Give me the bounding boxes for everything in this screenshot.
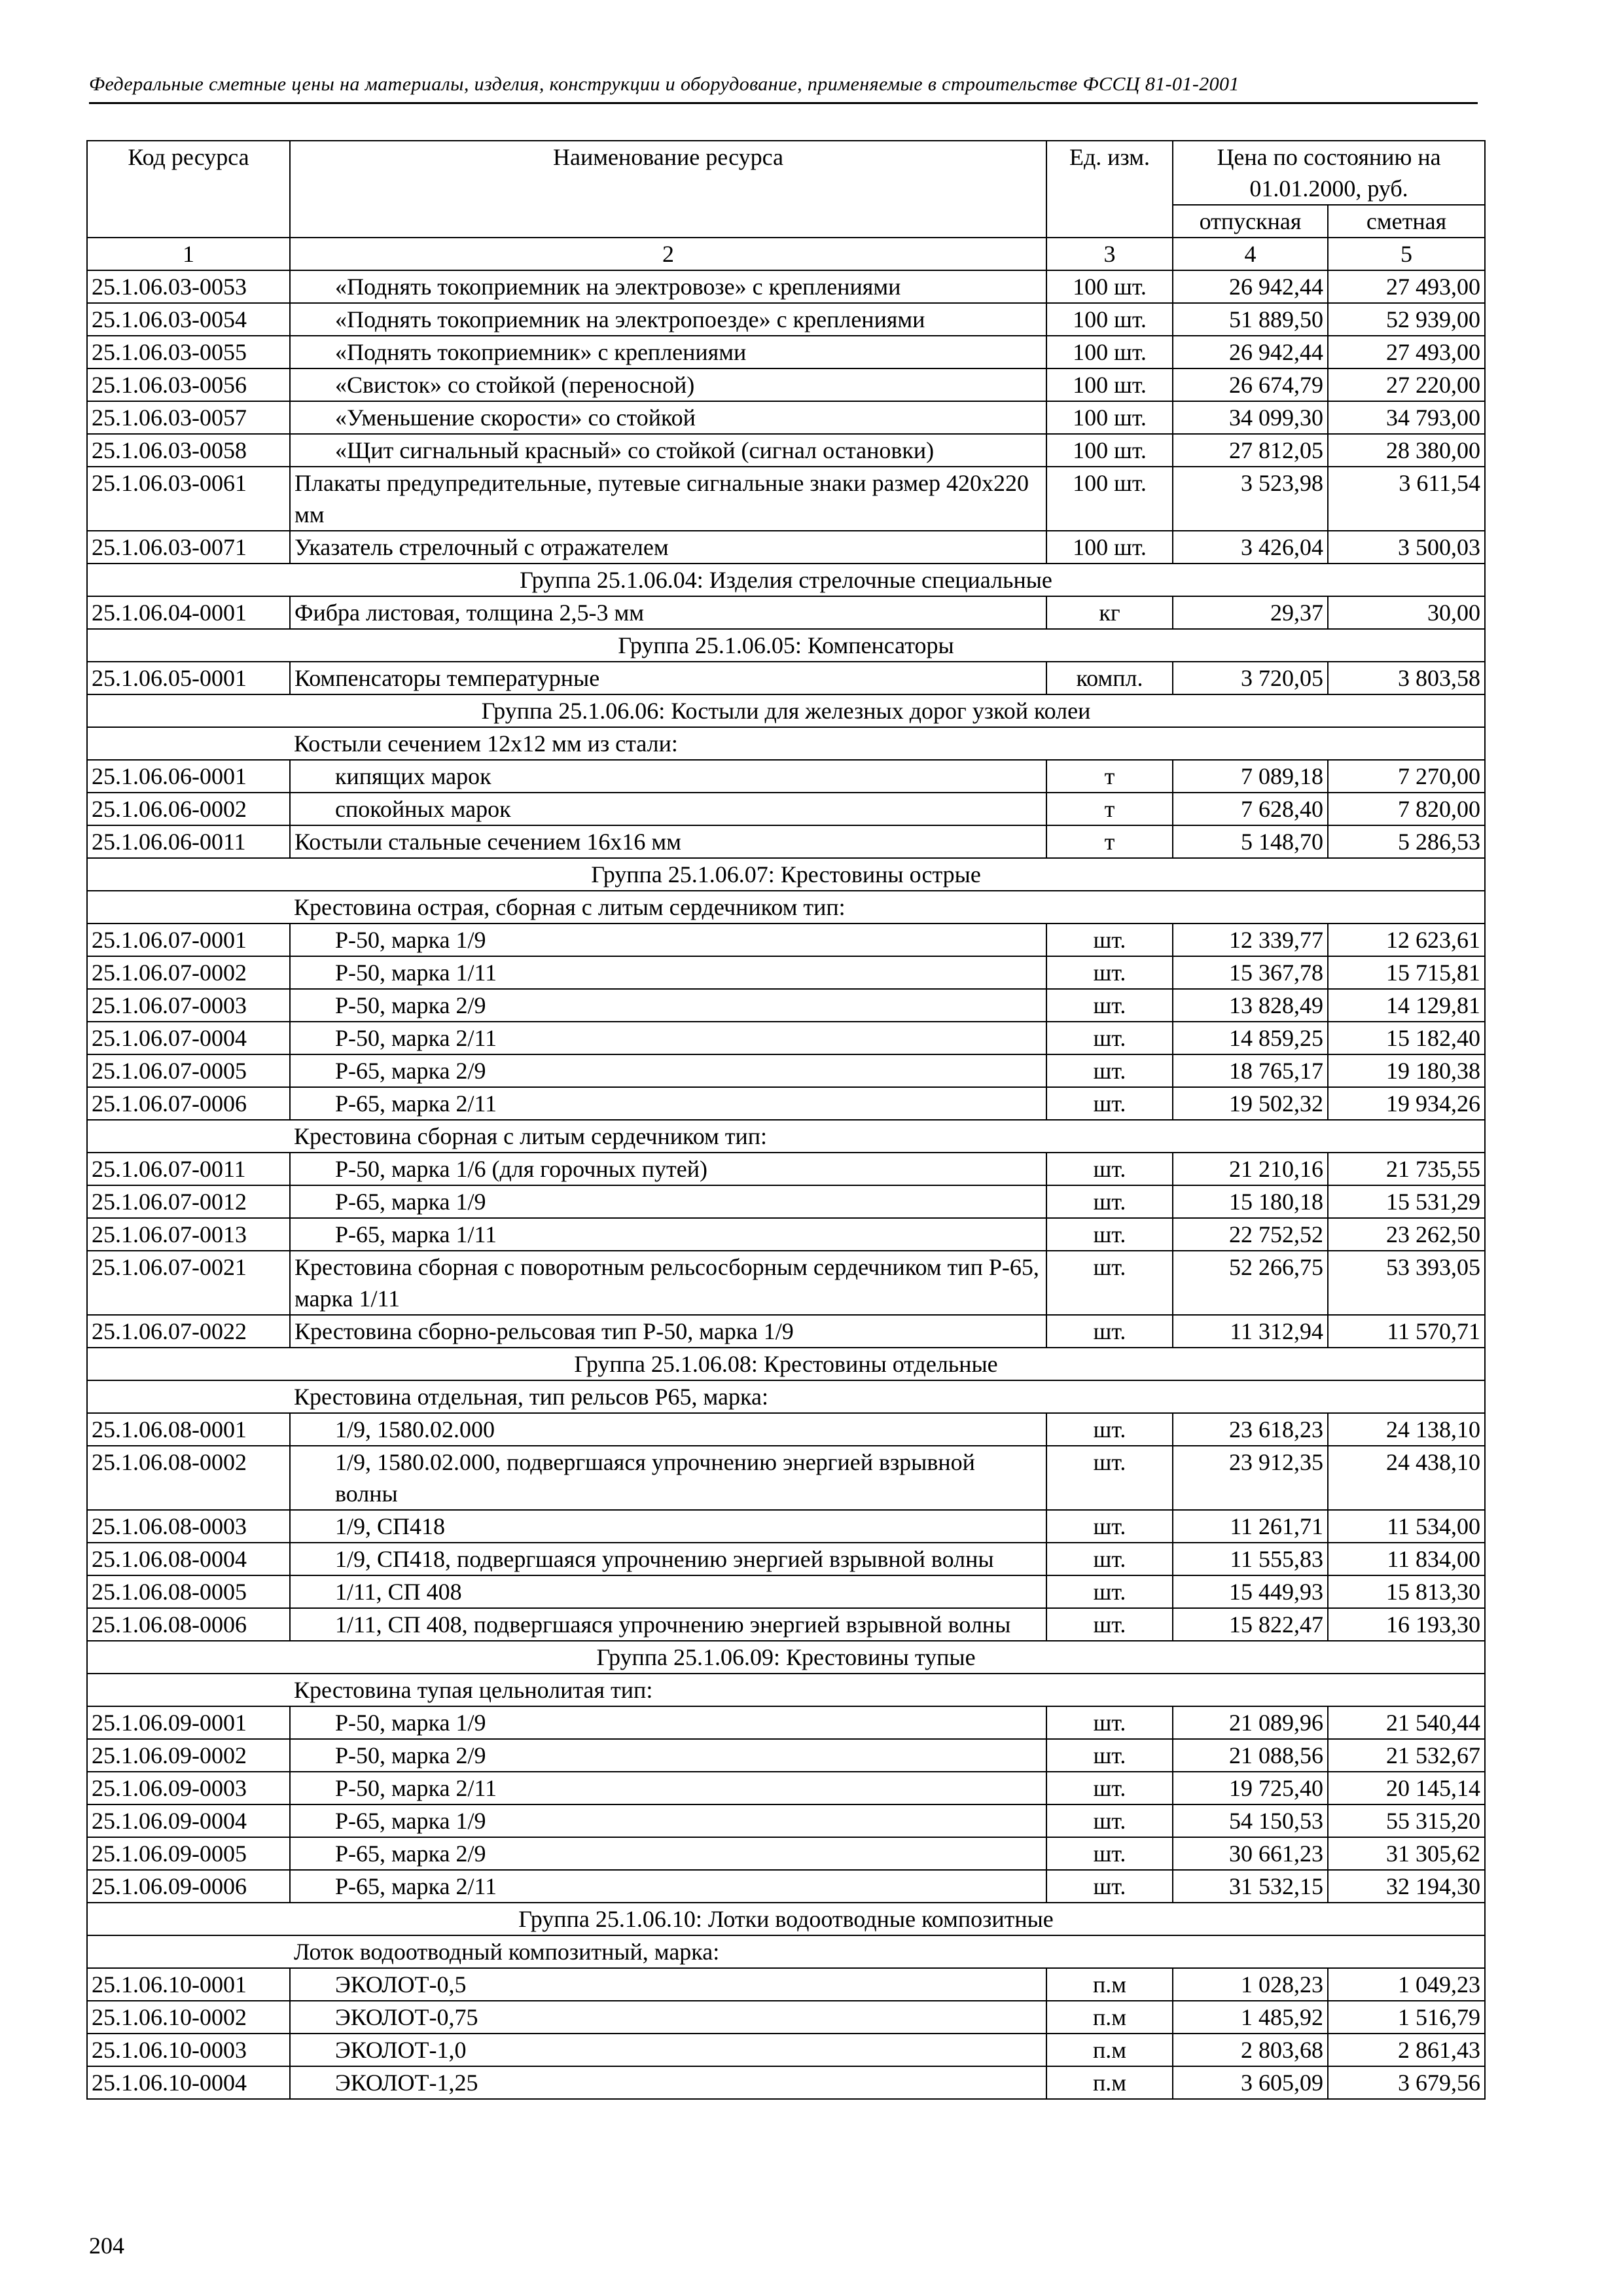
table-row [87, 662, 1485, 694]
estimate-price: 5 286,53 [1328, 825, 1485, 858]
table-row [87, 368, 1485, 401]
release-price: 3 426,04 [1173, 531, 1328, 564]
estimate-price: 14 129,81 [1328, 989, 1485, 1022]
release-price: 12 339,77 [1173, 924, 1328, 956]
estimate-price: 21 540,44 [1328, 1706, 1485, 1739]
release-price: 52 266,75 [1173, 1251, 1328, 1315]
resource-name: 1/9, СП418, подвергшаяся упрочнению энергией взрывной волны [290, 1543, 1046, 1575]
subheader-text: Крестовина острая, сборная с литым сердечником тип: [290, 891, 1485, 924]
release-price: 51 889,50 [1173, 303, 1328, 336]
release-price: 1 485,92 [1173, 2001, 1328, 2034]
table-row [87, 1739, 1485, 1772]
resource-unit: 100 шт. [1046, 270, 1173, 303]
resource-code: 25.1.06.10-0002 [87, 2001, 290, 2034]
resource-code: 25.1.06.09-0003 [87, 1772, 290, 1804]
resource-code: 25.1.06.03-0058 [87, 434, 290, 467]
resource-name: кипящих марок [290, 760, 1046, 793]
resource-code: 25.1.06.07-0012 [87, 1185, 290, 1218]
resource-code: 25.1.06.07-0004 [87, 1022, 290, 1054]
resource-name: Компенсаторы температурные [290, 662, 1046, 694]
table-row [87, 1543, 1485, 1575]
resource-unit: п.м [1046, 2066, 1173, 2099]
code-cell-empty [87, 1674, 290, 1706]
resource-unit: шт. [1046, 1837, 1173, 1870]
resource-unit: шт. [1046, 1413, 1173, 1446]
resource-unit: шт. [1046, 1315, 1173, 1348]
table-row [87, 1054, 1485, 1087]
resource-unit: шт. [1046, 1153, 1173, 1185]
resource-unit: шт. [1046, 1087, 1173, 1120]
estimate-price: 2 861,43 [1328, 2034, 1485, 2066]
group-header-row [87, 1641, 1485, 1674]
resource-unit: шт. [1046, 1022, 1173, 1054]
release-price: 1 028,23 [1173, 1968, 1328, 2001]
table-row [87, 956, 1485, 989]
resource-unit: шт. [1046, 1706, 1173, 1739]
release-price: 11 555,83 [1173, 1543, 1328, 1575]
resource-unit: п.м [1046, 2001, 1173, 2034]
resource-unit: п.м [1046, 1968, 1173, 2001]
estimate-price: 34 793,00 [1328, 401, 1485, 434]
estimate-price: 27 220,00 [1328, 368, 1485, 401]
subheader-text: Крестовина отдельная, тип рельсов Р65, марка: [290, 1380, 1485, 1413]
table-row [87, 1804, 1485, 1837]
release-price: 27 812,05 [1173, 434, 1328, 467]
resource-code: 25.1.06.06-0002 [87, 793, 290, 825]
resource-code: 25.1.06.07-0006 [87, 1087, 290, 1120]
estimate-price: 52 939,00 [1328, 303, 1485, 336]
resource-unit: т [1046, 793, 1173, 825]
resource-unit: шт. [1046, 1054, 1173, 1087]
resource-name: 1/9, 1580.02.000, подвергшаяся упрочнению энергией взрывной волны [290, 1446, 1046, 1510]
estimate-price: 15 715,81 [1328, 956, 1485, 989]
estimate-price: 27 493,00 [1328, 336, 1485, 368]
code-cell-empty [87, 1935, 290, 1968]
estimate-price: 21 532,67 [1328, 1739, 1485, 1772]
table-row [87, 1608, 1485, 1641]
table-row [87, 1446, 1485, 1510]
table-row [87, 2066, 1485, 2099]
resource-unit: 100 шт. [1046, 368, 1173, 401]
resource-code: 25.1.06.07-0022 [87, 1315, 290, 1348]
resource-unit: шт. [1046, 1218, 1173, 1251]
table-row [87, 303, 1485, 336]
release-price: 22 752,52 [1173, 1218, 1328, 1251]
resource-code: 25.1.06.03-0057 [87, 401, 290, 434]
resource-code: 25.1.06.07-0003 [87, 989, 290, 1022]
resource-name: 1/11, СП 408 [290, 1575, 1046, 1608]
release-price: 15 449,93 [1173, 1575, 1328, 1608]
resource-name: Р-65, марка 1/11 [290, 1218, 1046, 1251]
resource-name: «Поднять токоприемник на электропоезде» с креплениями [290, 303, 1046, 336]
table-row [87, 1218, 1485, 1251]
table-body [87, 270, 1485, 2099]
resource-name: Р-65, марка 2/9 [290, 1054, 1046, 1087]
release-price: 26 942,44 [1173, 336, 1328, 368]
resource-unit: шт. [1046, 1575, 1173, 1608]
subheader-row [87, 891, 1485, 924]
resource-code: 25.1.06.03-0071 [87, 531, 290, 564]
table-row [87, 1315, 1485, 1348]
table-row [87, 1772, 1485, 1804]
resource-unit: кг [1046, 596, 1173, 629]
resource-name: Р-50, марка 1/9 [290, 1706, 1046, 1739]
release-price: 3 523,98 [1173, 467, 1328, 531]
resource-code: 25.1.06.10-0003 [87, 2034, 290, 2066]
resource-unit: шт. [1046, 1804, 1173, 1837]
resource-unit: шт. [1046, 956, 1173, 989]
header-rule [89, 102, 1478, 104]
subheader-text: Крестовина сборная с литым сердечником тип: [290, 1120, 1485, 1153]
resource-code: 25.1.06.03-0056 [87, 368, 290, 401]
release-price: 21 088,56 [1173, 1739, 1328, 1772]
estimate-price: 15 813,30 [1328, 1575, 1485, 1608]
table-row [87, 2034, 1485, 2066]
table-row [87, 1968, 1485, 2001]
estimate-price: 20 145,14 [1328, 1772, 1485, 1804]
release-price: 30 661,23 [1173, 1837, 1328, 1870]
table-row [87, 336, 1485, 368]
subheader-text: Костыли сечением 12х12 мм из стали: [290, 727, 1485, 760]
col-header-unit: Ед. изм. [1046, 141, 1173, 238]
resource-code: 25.1.06.08-0003 [87, 1510, 290, 1543]
resource-code: 25.1.06.08-0002 [87, 1446, 290, 1510]
release-price: 11 312,94 [1173, 1315, 1328, 1348]
table-row [87, 1837, 1485, 1870]
table-row [87, 596, 1485, 629]
code-cell-empty [87, 1120, 290, 1153]
release-price: 23 618,23 [1173, 1413, 1328, 1446]
col-header-release: отпускная [1173, 205, 1328, 238]
table-row [87, 924, 1485, 956]
resource-name: Р-65, марка 2/9 [290, 1837, 1046, 1870]
resource-name: «Поднять токоприемник на электровозе» с креплениями [290, 270, 1046, 303]
subheader-row [87, 1380, 1485, 1413]
table-row [87, 793, 1485, 825]
code-cell-empty [87, 727, 290, 760]
subheader-row [87, 1674, 1485, 1706]
release-price: 21 210,16 [1173, 1153, 1328, 1185]
col-number: 3 [1046, 238, 1173, 270]
release-price: 15 822,47 [1173, 1608, 1328, 1641]
table-row [87, 270, 1485, 303]
estimate-price: 1 049,23 [1328, 1968, 1485, 2001]
group-header-row [87, 564, 1485, 596]
resource-name: 1/11, СП 408, подвергшаяся упрочнению энергией взрывной волны [290, 1608, 1046, 1641]
release-price: 7 089,18 [1173, 760, 1328, 793]
estimate-price: 15 531,29 [1328, 1185, 1485, 1218]
release-price: 11 261,71 [1173, 1510, 1328, 1543]
subheader-row [87, 1935, 1485, 1968]
resource-name: «Свисток» со стойкой (переносной) [290, 368, 1046, 401]
release-price: 2 803,68 [1173, 2034, 1328, 2066]
table-row [87, 1251, 1485, 1315]
col-number: 2 [290, 238, 1046, 270]
estimate-price: 7 270,00 [1328, 760, 1485, 793]
resource-unit: 100 шт. [1046, 303, 1173, 336]
resource-name: 1/9, СП418 [290, 1510, 1046, 1543]
resource-name: 1/9, 1580.02.000 [290, 1413, 1046, 1446]
table-row [87, 989, 1485, 1022]
resource-code: 25.1.06.05-0001 [87, 662, 290, 694]
col-number: 1 [87, 238, 290, 270]
resource-name: Указатель стрелочный с отражателем [290, 531, 1046, 564]
release-price: 5 148,70 [1173, 825, 1328, 858]
table-row [87, 1413, 1485, 1446]
resource-name: спокойных марок [290, 793, 1046, 825]
resource-name: Костыли стальные сечением 16х16 мм [290, 825, 1046, 858]
code-cell-empty [87, 1380, 290, 1413]
resource-unit: шт. [1046, 1510, 1173, 1543]
estimate-price: 12 623,61 [1328, 924, 1485, 956]
resource-name: Плакаты предупредительные, путевые сигнальные знаки размер 420х220 мм [290, 467, 1046, 531]
release-price: 3 720,05 [1173, 662, 1328, 694]
subheader-text: Лоток водоотводный композитный, марка: [290, 1935, 1485, 1968]
resource-unit: 100 шт. [1046, 467, 1173, 531]
estimate-price: 19 180,38 [1328, 1054, 1485, 1087]
release-price: 13 828,49 [1173, 989, 1328, 1022]
resource-code: 25.1.06.06-0001 [87, 760, 290, 793]
release-price: 26 674,79 [1173, 368, 1328, 401]
release-price: 19 725,40 [1173, 1772, 1328, 1804]
resource-name: «Щит сигнальный красный» со стойкой (сигнал остановки) [290, 434, 1046, 467]
table-row [87, 825, 1485, 858]
group-header-row [87, 1903, 1485, 1935]
group-title: Группа 25.1.06.05: Компенсаторы [87, 629, 1485, 662]
resource-name: ЭКОЛОТ-0,5 [290, 1968, 1046, 2001]
resource-name: «Уменьшение скорости» со стойкой [290, 401, 1046, 434]
release-price: 23 912,35 [1173, 1446, 1328, 1510]
release-price: 54 150,53 [1173, 1804, 1328, 1837]
table-row [87, 434, 1485, 467]
estimate-price: 19 934,26 [1328, 1087, 1485, 1120]
code-cell-empty [87, 891, 290, 924]
resource-name: Фибра листовая, толщина 2,5-3 мм [290, 596, 1046, 629]
estimate-price: 30,00 [1328, 596, 1485, 629]
resource-code: 25.1.06.09-0001 [87, 1706, 290, 1739]
estimate-price: 11 570,71 [1328, 1315, 1485, 1348]
table-row [87, 1185, 1485, 1218]
estimate-price: 3 803,58 [1328, 662, 1485, 694]
resource-unit: шт. [1046, 924, 1173, 956]
resource-code: 25.1.06.07-0011 [87, 1153, 290, 1185]
col-header-code: Код ресурса [87, 141, 290, 238]
table-row [87, 531, 1485, 564]
resource-name: Р-50, марка 1/6 (для горочных путей) [290, 1153, 1046, 1185]
resource-unit: 100 шт. [1046, 434, 1173, 467]
resource-code: 25.1.06.10-0001 [87, 1968, 290, 2001]
resource-unit: шт. [1046, 1543, 1173, 1575]
resource-name: Р-65, марка 2/11 [290, 1870, 1046, 1903]
estimate-price: 31 305,62 [1328, 1837, 1485, 1870]
estimate-price: 21 735,55 [1328, 1153, 1485, 1185]
resource-name: Р-50, марка 2/11 [290, 1772, 1046, 1804]
resource-name: Р-65, марка 1/9 [290, 1804, 1046, 1837]
release-price: 18 765,17 [1173, 1054, 1328, 1087]
col-number: 5 [1328, 238, 1485, 270]
resource-code: 25.1.06.06-0011 [87, 825, 290, 858]
group-header-row [87, 1348, 1485, 1380]
subheader-row [87, 727, 1485, 760]
group-title: Группа 25.1.06.07: Крестовины острые [87, 858, 1485, 891]
resource-code: 25.1.06.04-0001 [87, 596, 290, 629]
resource-unit: п.м [1046, 2034, 1173, 2066]
resource-name: Р-50, марка 2/9 [290, 989, 1046, 1022]
release-price: 15 180,18 [1173, 1185, 1328, 1218]
resource-name: Р-65, марка 1/9 [290, 1185, 1046, 1218]
resource-code: 25.1.06.08-0005 [87, 1575, 290, 1608]
group-title: Группа 25.1.06.08: Крестовины отдельные [87, 1348, 1485, 1380]
estimate-price: 11 534,00 [1328, 1510, 1485, 1543]
group-header-row [87, 858, 1485, 891]
resource-code: 25.1.06.09-0004 [87, 1804, 290, 1837]
resource-unit: компл. [1046, 662, 1173, 694]
release-price: 21 089,96 [1173, 1706, 1328, 1739]
release-price: 19 502,32 [1173, 1087, 1328, 1120]
price-table [86, 140, 1486, 2100]
table-row [87, 1706, 1485, 1739]
table-row [87, 1870, 1485, 1903]
release-price: 31 532,15 [1173, 1870, 1328, 1903]
table-row [87, 2001, 1485, 2034]
resource-unit: 100 шт. [1046, 336, 1173, 368]
estimate-price: 55 315,20 [1328, 1804, 1485, 1837]
group-header-row [87, 629, 1485, 662]
release-price: 29,37 [1173, 596, 1328, 629]
resource-code: 25.1.06.03-0055 [87, 336, 290, 368]
estimate-price: 28 380,00 [1328, 434, 1485, 467]
estimate-price: 27 493,00 [1328, 270, 1485, 303]
release-price: 7 628,40 [1173, 793, 1328, 825]
resource-unit: шт. [1046, 989, 1173, 1022]
col-number: 4 [1173, 238, 1328, 270]
estimate-price: 3 679,56 [1328, 2066, 1485, 2099]
resource-code: 25.1.06.10-0004 [87, 2066, 290, 2099]
table-row [87, 1575, 1485, 1608]
estimate-price: 24 138,10 [1328, 1413, 1485, 1446]
col-header-price: Цена по состоянию на 01.01.2000, руб. [1173, 141, 1485, 205]
release-price: 26 942,44 [1173, 270, 1328, 303]
resource-code: 25.1.06.07-0013 [87, 1218, 290, 1251]
estimate-price: 15 182,40 [1328, 1022, 1485, 1054]
subheader-row [87, 1120, 1485, 1153]
resource-name: Р-50, марка 2/9 [290, 1739, 1046, 1772]
table-row [87, 467, 1485, 531]
col-header-estimate: сметная [1328, 205, 1485, 238]
resource-unit: 100 шт. [1046, 531, 1173, 564]
resource-name: ЭКОЛОТ-1,25 [290, 2066, 1046, 2099]
running-title: Федеральные сметные цены на материалы, изделия, конструкции и оборудование, применяемые в строительстве ФССЦ 81-01-2001 [89, 73, 1240, 95]
estimate-price: 11 834,00 [1328, 1543, 1485, 1575]
resource-code: 25.1.06.03-0054 [87, 303, 290, 336]
table-row [87, 401, 1485, 434]
estimate-price: 23 262,50 [1328, 1218, 1485, 1251]
release-price: 15 367,78 [1173, 956, 1328, 989]
estimate-price: 24 438,10 [1328, 1446, 1485, 1510]
release-price: 14 859,25 [1173, 1022, 1328, 1054]
estimate-price: 53 393,05 [1328, 1251, 1485, 1315]
resource-name: «Поднять токоприемник» с креплениями [290, 336, 1046, 368]
resource-unit: шт. [1046, 1446, 1173, 1510]
col-header-name: Наименование ресурса [290, 141, 1046, 238]
resource-name: Р-50, марка 2/11 [290, 1022, 1046, 1054]
resource-code: 25.1.06.09-0006 [87, 1870, 290, 1903]
subheader-text: Крестовина тупая цельнолитая тип: [290, 1674, 1485, 1706]
resource-unit: шт. [1046, 1185, 1173, 1218]
group-title: Группа 25.1.06.09: Крестовины тупые [87, 1641, 1485, 1674]
resource-name: Р-50, марка 1/11 [290, 956, 1046, 989]
table-header [87, 141, 1485, 270]
resource-name: Р-65, марка 2/11 [290, 1087, 1046, 1120]
release-price: 34 099,30 [1173, 401, 1328, 434]
resource-code: 25.1.06.07-0001 [87, 924, 290, 956]
resource-code: 25.1.06.03-0053 [87, 270, 290, 303]
estimate-price: 16 193,30 [1328, 1608, 1485, 1641]
release-price: 3 605,09 [1173, 2066, 1328, 2099]
resource-code: 25.1.06.08-0004 [87, 1543, 290, 1575]
resource-unit: т [1046, 825, 1173, 858]
resource-unit: шт. [1046, 1251, 1173, 1315]
estimate-price: 1 516,79 [1328, 2001, 1485, 2034]
resource-unit: т [1046, 760, 1173, 793]
resource-name: Крестовина сборно-рельсовая тип Р-50, марка 1/9 [290, 1315, 1046, 1348]
table-row [87, 1153, 1485, 1185]
table-row [87, 760, 1485, 793]
group-title: Группа 25.1.06.06: Костыли для железных дорог узкой колеи [87, 694, 1485, 727]
page-number: 204 [89, 2233, 124, 2259]
group-title: Группа 25.1.06.10: Лотки водоотводные композитные [87, 1903, 1485, 1935]
resource-unit: шт. [1046, 1608, 1173, 1641]
resource-code: 25.1.06.08-0006 [87, 1608, 290, 1641]
resource-code: 25.1.06.07-0005 [87, 1054, 290, 1087]
resource-name: Крестовина сборная с поворотным рельсосборным сердечником тип Р-65, марка 1/11 [290, 1251, 1046, 1315]
resource-code: 25.1.06.08-0001 [87, 1413, 290, 1446]
group-title: Группа 25.1.06.04: Изделия стрелочные специальные [87, 564, 1485, 596]
table-row [87, 1087, 1485, 1120]
resource-code: 25.1.06.03-0061 [87, 467, 290, 531]
resource-code: 25.1.06.09-0005 [87, 1837, 290, 1870]
resource-name: ЭКОЛОТ-0,75 [290, 2001, 1046, 2034]
group-header-row [87, 694, 1485, 727]
estimate-price: 7 820,00 [1328, 793, 1485, 825]
resource-name: ЭКОЛОТ-1,0 [290, 2034, 1046, 2066]
resource-unit: шт. [1046, 1870, 1173, 1903]
resource-unit: шт. [1046, 1739, 1173, 1772]
estimate-price: 3 500,03 [1328, 531, 1485, 564]
resource-name: Р-50, марка 1/9 [290, 924, 1046, 956]
resource-code: 25.1.06.09-0002 [87, 1739, 290, 1772]
resource-unit: 100 шт. [1046, 401, 1173, 434]
resource-code: 25.1.06.07-0002 [87, 956, 290, 989]
table-row [87, 1022, 1485, 1054]
resource-unit: шт. [1046, 1772, 1173, 1804]
estimate-price: 32 194,30 [1328, 1870, 1485, 1903]
table-row [87, 1510, 1485, 1543]
estimate-price: 3 611,54 [1328, 467, 1485, 531]
resource-code: 25.1.06.07-0021 [87, 1251, 290, 1315]
